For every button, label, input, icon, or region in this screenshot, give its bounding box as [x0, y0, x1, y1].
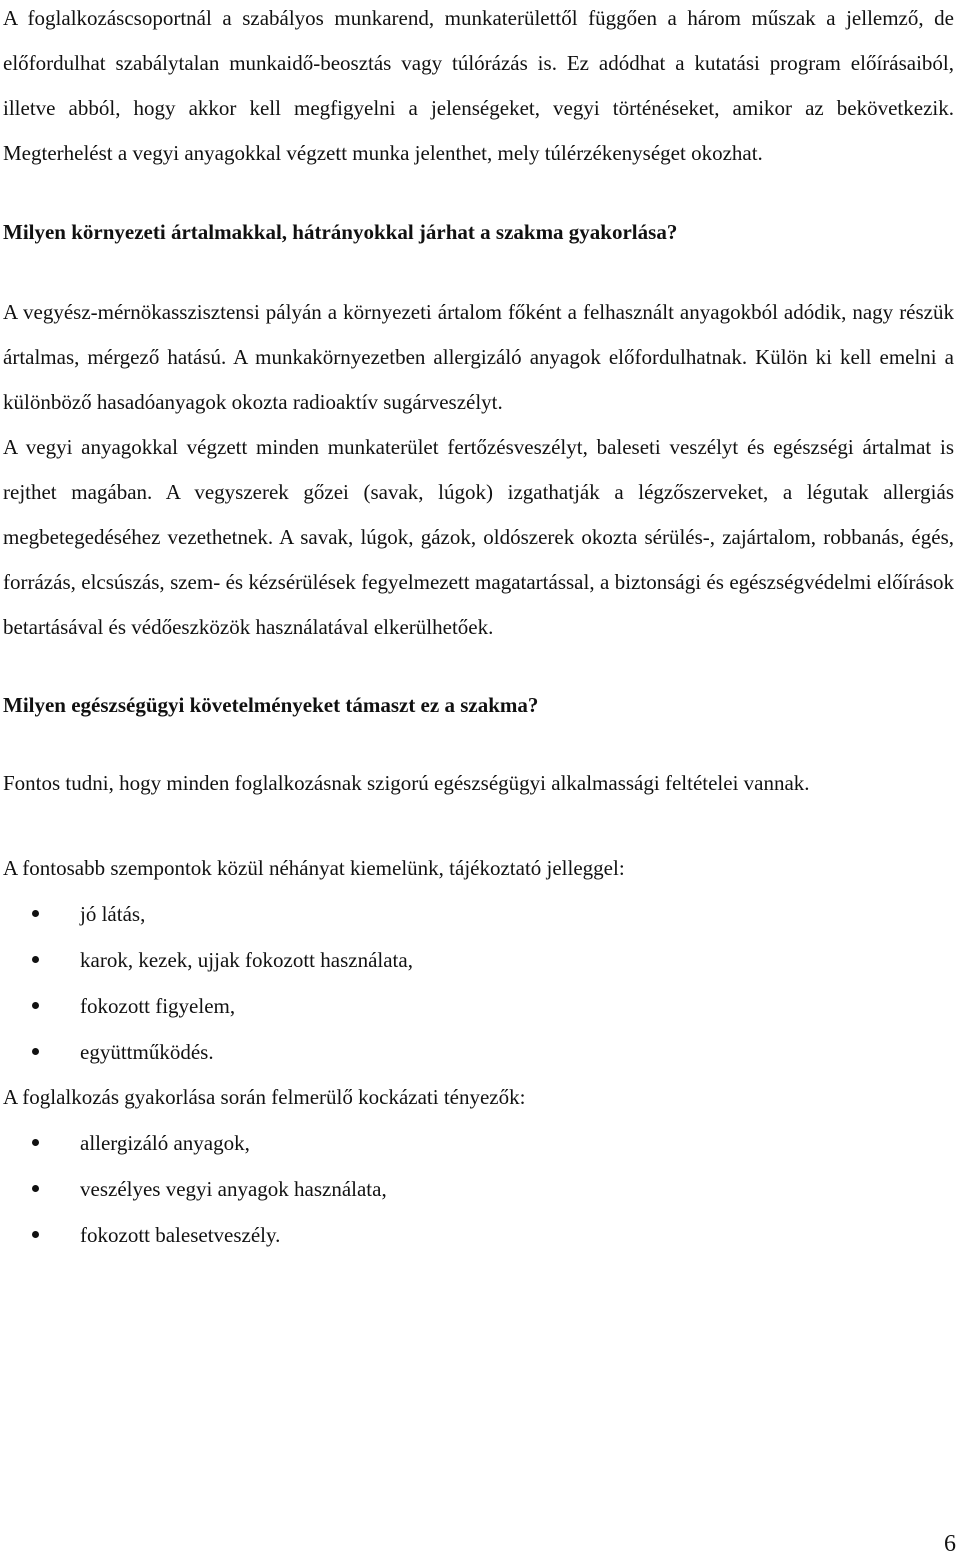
- list-item: együttműködés.: [3, 1029, 954, 1075]
- section-heading-environmental-hazards: Milyen környezeti ártalmakkal, hátrányokkal járhat a szakma gyakorlása?: [3, 220, 678, 244]
- aspects-intro-paragraph: A fontosabb szempontok közül néhányat kiemelünk, tájékoztató jelleggel:: [3, 856, 625, 880]
- aspects-list: [3, 891, 954, 1075]
- list-item: karok, kezek, ujjak fokozott használata,: [3, 937, 954, 983]
- list-item: fokozott balesetveszély.: [3, 1212, 954, 1258]
- document-page: [3, 0, 954, 1258]
- list-item: fokozott figyelem,: [3, 983, 954, 1029]
- hazards-paragraph: A vegyész-mérnökasszisztensi pályán a környezeti ártalom főként a felhasznált anyagokból adódik, nagy részük ártalmas, mérgező hatású. A munkakörnyezetben allergizáló anyagok előfordulhatnak. Külön ki kell emelni a különböző hasadóanyagok okozta radioaktív sugárveszélyt.: [3, 300, 954, 414]
- chemical-risks-paragraph: A vegyi anyagokkal végzett minden munkaterület fertőzésveszélyt, baleseti veszélyt és egészségi ártalmat is rejthet magában. A vegyszerek gőzei (savak, lúgok) izgathatják a légzőszerveket, a légutak allergiás megbetegedéséhez vezethetnek. A savak, lúgok, gázok, oldószerek okozta sérülés-, zajártalom, robbanás, égés, forrázás, elcsúszás, szem- és kézsérülések fegyelmezett magatartással, a biztonsági és egészségvédelmi előírások betartásával és védőeszközök használatával elkerülhetőek.: [3, 435, 954, 639]
- list-item: veszélyes vegyi anyagok használata,: [3, 1166, 954, 1212]
- list-item: jó látás,: [3, 891, 954, 937]
- intro-paragraph: A foglalkozáscsoportnál a szabályos munkarend, munkaterülettől függően a három műszak a jellemző, de előfordulhat szabálytalan munkaidő-beosztás vagy túlórázás is. Ez adódhat a kutatási program előírásaiból, illetve abból, hogy akkor kell megfigyelni a jelenségeket, vegyi történéseket, amikor az bekövetkezik. Megterhelést a vegyi anyagokkal végzett munka jelenthet, mely túlérzékenységet okozhat.: [3, 6, 954, 165]
- health-requirements-paragraph: Fontos tudni, hogy minden foglalkozásnak szigorú egészségügyi alkalmassági feltételei vannak.: [3, 771, 810, 795]
- risk-factors-intro-paragraph: A foglalkozás gyakorlása során felmerülő kockázati tényezők:: [3, 1085, 526, 1109]
- risk-factors-list: [3, 1120, 954, 1258]
- list-item: allergizáló anyagok,: [3, 1120, 954, 1166]
- section-heading-health-requirements: Milyen egészségügyi követelményeket támaszt ez a szakma?: [3, 693, 539, 717]
- page-number: 6: [944, 1531, 956, 1557]
